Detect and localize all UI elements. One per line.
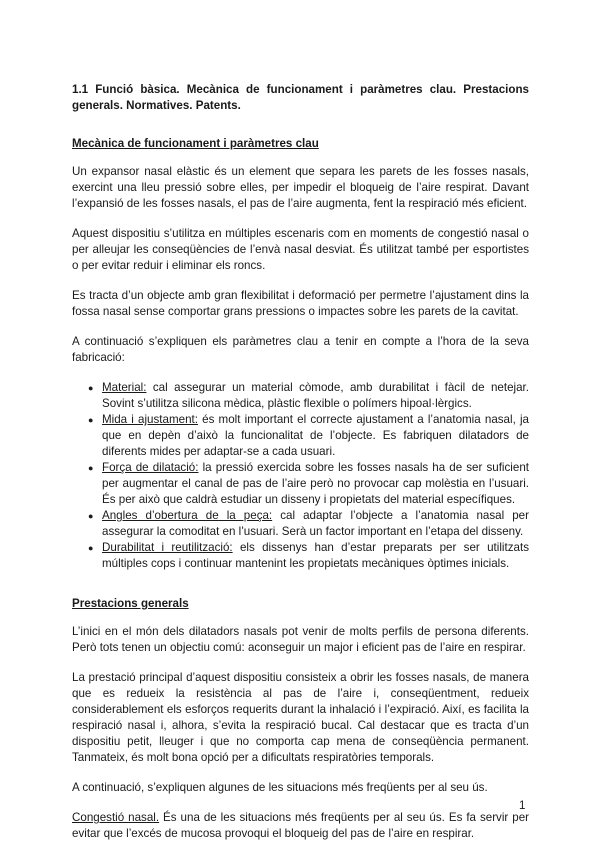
document-page [72, 82, 529, 856]
list-item-term: Força de dilatació: [102, 461, 199, 474]
paragraph: L’inici en el món dels dilatadors nasals pot venir de molts perfils de persona diferents. Però tots tenen un objectiu comú: aconseguir un major i eficient pas de l’aire en respirar. [72, 625, 529, 654]
subsection-title-features: Prestacions generals [72, 597, 189, 610]
paragraph: Es tracta d’un objecte amb gran flexibilitat i deformació per permetre l’ajustament dins la fossa nasal sense comportar grans pressions o impactes sobre les parets de la cavitat. [72, 289, 529, 318]
bullet-icon: ● [88, 383, 94, 393]
paragraph: A continuació, s’expliquen algunes de les situacions més freqüents per al seu ús. [72, 781, 488, 794]
paragraph: A continuació s’expliquen els paràmetres clau a tenir en compte a l’hora de la seva fabricació: [72, 335, 529, 364]
bullet-icon: ● [88, 511, 94, 521]
page-number: 1 [519, 799, 526, 812]
list-item [72, 460, 529, 508]
list-item-term: Durabilitat i reutilització: [102, 541, 233, 554]
paragraph: La prestació principal d’aquest dispositiu consisteix a obrir les fosses nasals, de manera que es redueix la resistència al pas de l’aire i, conseqüentment, redueix considerablement els esforços requerits durant la inhalació i l’expiració. Així, es facilita la respiració nasal i, alhora, s’evita la respiració bucal. Cal destacar que es tracta d’un dispositiu petit, lleuger i que no comporta cap mena de conseqüència permanent. Tanmateix, és molt bona opció per a dificultats respiratòries temporals. [72, 671, 529, 764]
list-item-text: la pressió exercida sobre les fosses nasals ha de ser suficient per augmentar el canal de pas de l’aire però no provocar cap molèstia en l’usuari. És per això que caldrà estudiar un disseny i propietats del material específiques. [102, 461, 529, 506]
paragraph: Un expansor nasal elàstic és un element que separa les parets de les fosses nasals, exercint una lleu pressió sobre elles, per impedir el bloqueig de l’aire respirat. Davant l’expansió de les fosses nasals, el pas de l’aire augmenta, fent la respiració més eficient. [72, 165, 529, 210]
list-item-term: Material: [102, 381, 147, 394]
list-item-term: Mida i ajustament: [102, 413, 198, 426]
list-item-text: és molt important el correcte ajustament a l’anatomia nasal, ja que en depèn d’això la funcionalitat de l’objecte. Es fabriquen dilatadors de diferents mides per adaptar-se a cada usuari. [102, 413, 529, 458]
subsection-title-mechanics: Mecànica de funcionament i paràmetres clau [72, 137, 319, 150]
bullet-icon: ● [88, 415, 94, 425]
list-item-text: cal assegurar un material còmode, amb durabilitat i fàcil de netejar. Sovint s’utilitza silicona mèdica, plàstic flexible o polímers hipoal·lèrgics. [102, 381, 529, 410]
paragraph: Aquest dispositiu s’utilitza en múltiples escenaris com en moments de congestió nasal o per alleujar les conseqüències de l’envà nasal desviat. És utilitzat també per esportistes o per evitar reduir i eliminar els roncs. [72, 227, 529, 272]
list-item-text: cal adaptar l’objecte a l’anatomia nasal per assegurar la comoditat en l’usuari. Serà un factor important en l’etapa del disseny. [102, 509, 529, 538]
paragraph-text: És una de les situacions més freqüents per al seu ús. Es fa servir per evitar que l’excés de mucosa provoqui el bloqueig del pas de l’aire en respirar. [72, 811, 530, 840]
list-item [72, 540, 529, 572]
bullet-icon: ● [88, 463, 94, 473]
paragraph-term: Congestió nasal. [72, 811, 160, 824]
paragraph [72, 810, 529, 842]
bullet-icon: ● [88, 543, 94, 553]
list-item [72, 412, 529, 460]
list-item-text: els dissenys han d’estar preparats per ser utilitzats múltiples cops i continuar mantenint les propietats mecàniques òptimes inicials. [102, 541, 529, 570]
list-item-term: Angles d’obertura de la peça: [102, 509, 273, 522]
key-parameters-list [72, 380, 529, 572]
section-heading: 1.1 Funció bàsica. Mecànica de funcionament i paràmetres clau. Prestacions generals. Normatives. Patents. [72, 83, 529, 112]
list-item [72, 380, 529, 412]
list-item [72, 508, 529, 540]
